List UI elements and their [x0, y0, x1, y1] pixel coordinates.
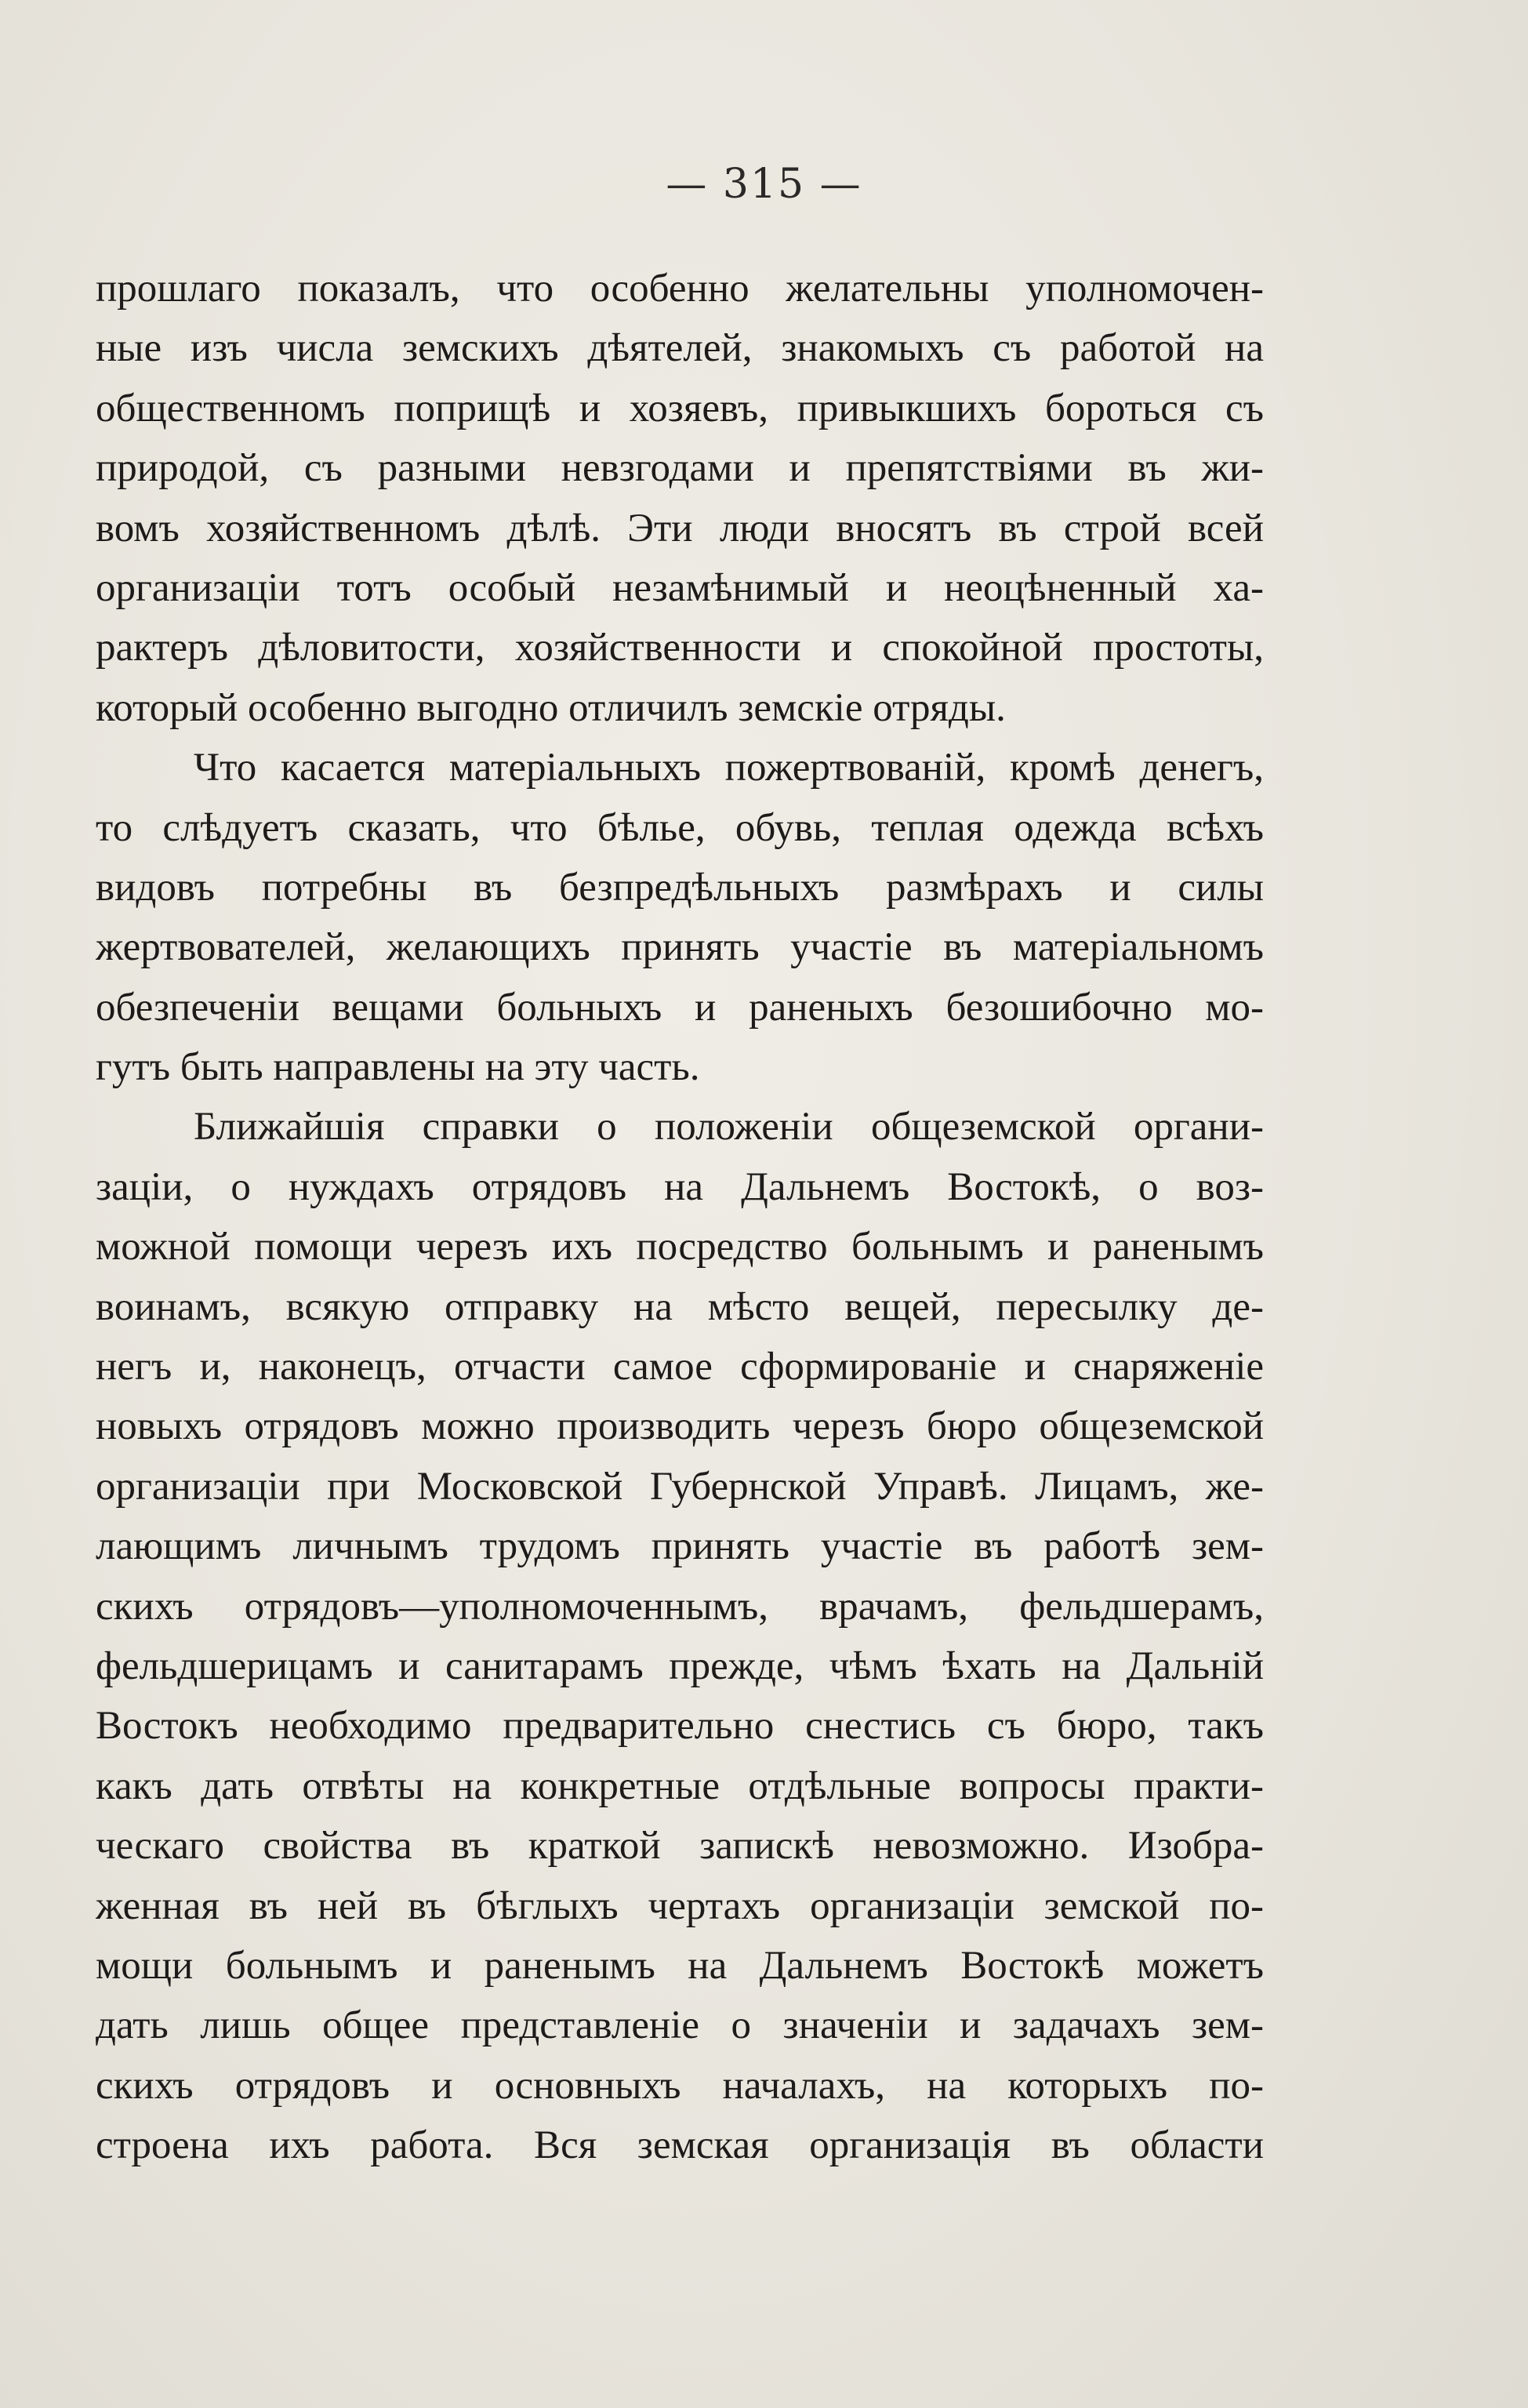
- text-line: новыхъ отрядовъ можно производить черезъ бюро общеземской: [96, 1404, 1264, 1449]
- text-line: природой, съ разными невзгодами и препятствіями въ жи-: [96, 446, 1264, 491]
- text-line: скихъ отрядовъ и основныхъ началахъ, на которыхъ по-: [96, 2063, 1264, 2108]
- text-line: заціи, о нуждахъ отрядовъ на Дальнемъ Востокѣ, о воз-: [96, 1164, 1264, 1209]
- text-line: прошлаго показалъ, что особенно желательны уполномочен-: [96, 267, 1264, 311]
- text-line: негъ и, наконецъ, отчасти самое сформированіе и снаряженіе: [96, 1345, 1264, 1389]
- text-line: гутъ быть направлены на эту часть.: [96, 1045, 700, 1090]
- paragraph-3: [96, 1097, 1264, 2175]
- text-line: женная въ ней въ бѣглыхъ чертахъ организаціи земской по-: [96, 1883, 1264, 1928]
- text-line: обезпеченіи вещами больныхъ и раненыхъ безошибочно мо-: [96, 985, 1264, 1030]
- text-line: воинамъ, всякую отправку на мѣсто вещей, пересылку де-: [96, 1284, 1264, 1329]
- text-line: организаціи тотъ особый незамѣнимый и неоцѣненный ха-: [96, 565, 1264, 610]
- text-line: Что касается матеріальныхъ пожертвованій, кромѣ денегъ,: [194, 746, 1264, 790]
- text-line: ческаго свойства въ краткой запискѣ невозможно. Изобра-: [96, 1824, 1264, 1869]
- text-line: рактеръ дѣловитости, хозяйственности и спокойной простоты,: [96, 626, 1264, 670]
- text-line: то слѣдуетъ сказать, что бѣлье, обувь, теплая одежда всѣхъ: [96, 805, 1264, 850]
- text-line: лающимъ личнымъ трудомъ принять участіе въ работѣ зем-: [96, 1524, 1264, 1569]
- text-line: дать лишь общее представленіе о значеніи и задачахъ зем-: [96, 2003, 1264, 2048]
- paragraph-2: [96, 738, 1264, 1097]
- text-line: Востокъ необходимо предварительно снестись съ бюро, такъ: [96, 1704, 1264, 1749]
- paragraph-1: [96, 259, 1264, 738]
- text-line: скихъ отрядовъ—уполномоченнымъ, врачамъ, фельдшерамъ,: [96, 1584, 1264, 1629]
- text-line: какъ дать отвѣты на конкретные отдѣльные вопросы практи-: [96, 1763, 1264, 1808]
- text-line: фельдшерицамъ и санитарамъ прежде, чѣмъ ѣхать на Дальній: [96, 1643, 1264, 1688]
- text-line: ные изъ числа земскихъ дѣятелей, знакомыхъ съ работой на: [96, 326, 1264, 371]
- text-line: видовъ потребны въ безпредѣльныхъ размѣрахъ и силы: [96, 865, 1264, 910]
- text-line: организаціи при Московской Губернской Управѣ. Лицамъ, же-: [96, 1464, 1264, 1509]
- text-line: можной помощи черезъ ихъ посредство больнымъ и раненымъ: [96, 1225, 1264, 1269]
- page-number: — 315 —: [666, 161, 862, 208]
- text-line: вомъ хозяйственномъ дѣлѣ. Эти люди вносятъ въ строй всей: [96, 506, 1264, 550]
- text-line: строена ихъ работа. Вся земская организація въ области: [96, 2123, 1264, 2168]
- text-line: жертвователей, желающихъ принять участіе въ матеріальномъ: [96, 925, 1264, 970]
- page-text: [96, 259, 1264, 2176]
- text-line: мощи больнымъ и раненымъ на Дальнемъ Востокѣ можетъ: [96, 1943, 1264, 1988]
- text-line: Ближайшія справки о положеніи общеземской органи-: [194, 1105, 1264, 1150]
- text-line: общественномъ поприщѣ и хозяевъ, привыкшихъ бороться съ: [96, 386, 1264, 430]
- text-line: который особенно выгодно отличилъ земскіе отряды.: [96, 685, 1006, 730]
